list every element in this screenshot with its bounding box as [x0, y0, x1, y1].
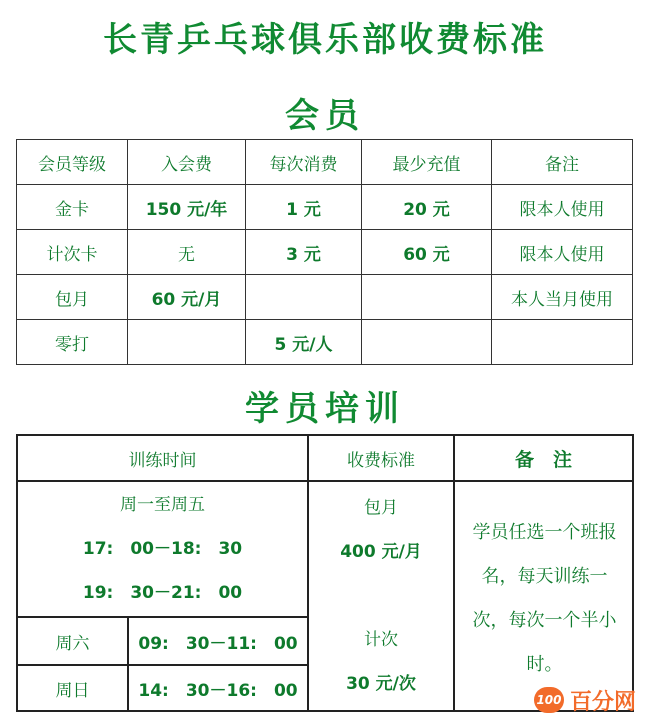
logo-badge-icon: 100 [534, 687, 564, 713]
column-header: 会员等级 [17, 140, 128, 185]
time-slot: 17: 00－18: 30 [82, 539, 243, 559]
table-cell: 3 元 [246, 230, 362, 275]
table-row [17, 185, 633, 230]
member-fee-table [16, 139, 633, 365]
table-cell [362, 320, 492, 365]
per-session-fee-price: 30 元/次 [346, 674, 416, 694]
weekend-day: 周六 [17, 617, 128, 665]
table-cell: 20 元 [362, 185, 492, 230]
table-cell: 150 元/年 [128, 185, 246, 230]
table-row [17, 320, 633, 365]
table-cell: 60 元 [362, 230, 492, 275]
weekday-schedule-cell [17, 481, 308, 617]
table-cell [362, 275, 492, 320]
weekend-time: 14: 30－16: 00 [128, 665, 308, 711]
monthly-fee-price: 400 元/月 [340, 542, 422, 562]
table-cell: 限本人使用 [492, 185, 633, 230]
table-cell: 1 元 [246, 185, 362, 230]
page-title: 长青乒乓球俱乐部收费标准 [103, 20, 547, 60]
watermark-text: 百分网 [569, 689, 636, 715]
table-row [17, 275, 633, 320]
per-session-fee-label: 计次 [364, 630, 398, 650]
training-fee-table [16, 434, 634, 712]
table-cell: 60 元/月 [128, 275, 246, 320]
watermark-logo [534, 685, 636, 715]
column-header: 最少充值 [362, 140, 492, 185]
training-section-title: 学员培训 [245, 389, 405, 429]
column-header: 备 注 [454, 435, 633, 481]
table-cell: 5 元/人 [246, 320, 362, 365]
fee-standard-cell [308, 481, 454, 711]
column-header: 入会费 [128, 140, 246, 185]
monthly-fee-label: 包月 [364, 498, 398, 518]
column-header: 每次消费 [246, 140, 362, 185]
table-header-row [17, 435, 633, 481]
table-row [17, 481, 633, 617]
table-cell: 本人当月使用 [492, 275, 633, 320]
weekend-day: 周日 [17, 665, 128, 711]
table-cell [492, 320, 633, 365]
table-row [17, 230, 633, 275]
weekend-time: 09: 30－11: 00 [128, 617, 308, 665]
column-header: 训练时间 [17, 435, 308, 481]
spacer [309, 574, 453, 618]
table-cell [128, 320, 246, 365]
table-cell: 包月 [17, 275, 128, 320]
table-cell: 无 [128, 230, 246, 275]
table-cell: 零打 [17, 320, 128, 365]
table-cell [246, 275, 362, 320]
table-header-row [17, 140, 633, 185]
column-header: 收费标准 [308, 435, 454, 481]
training-note: 学员任选一个班报名，每天训练一次，每次一个半小时。 [454, 481, 633, 711]
time-slot: 19: 30－21: 00 [82, 583, 243, 603]
weekday-label: 周一至周五 [120, 495, 205, 515]
table-cell: 限本人使用 [492, 230, 633, 275]
table-cell: 计次卡 [17, 230, 128, 275]
member-section-title: 会员 [285, 96, 365, 136]
table-cell: 金卡 [17, 185, 128, 230]
column-header: 备注 [492, 140, 633, 185]
